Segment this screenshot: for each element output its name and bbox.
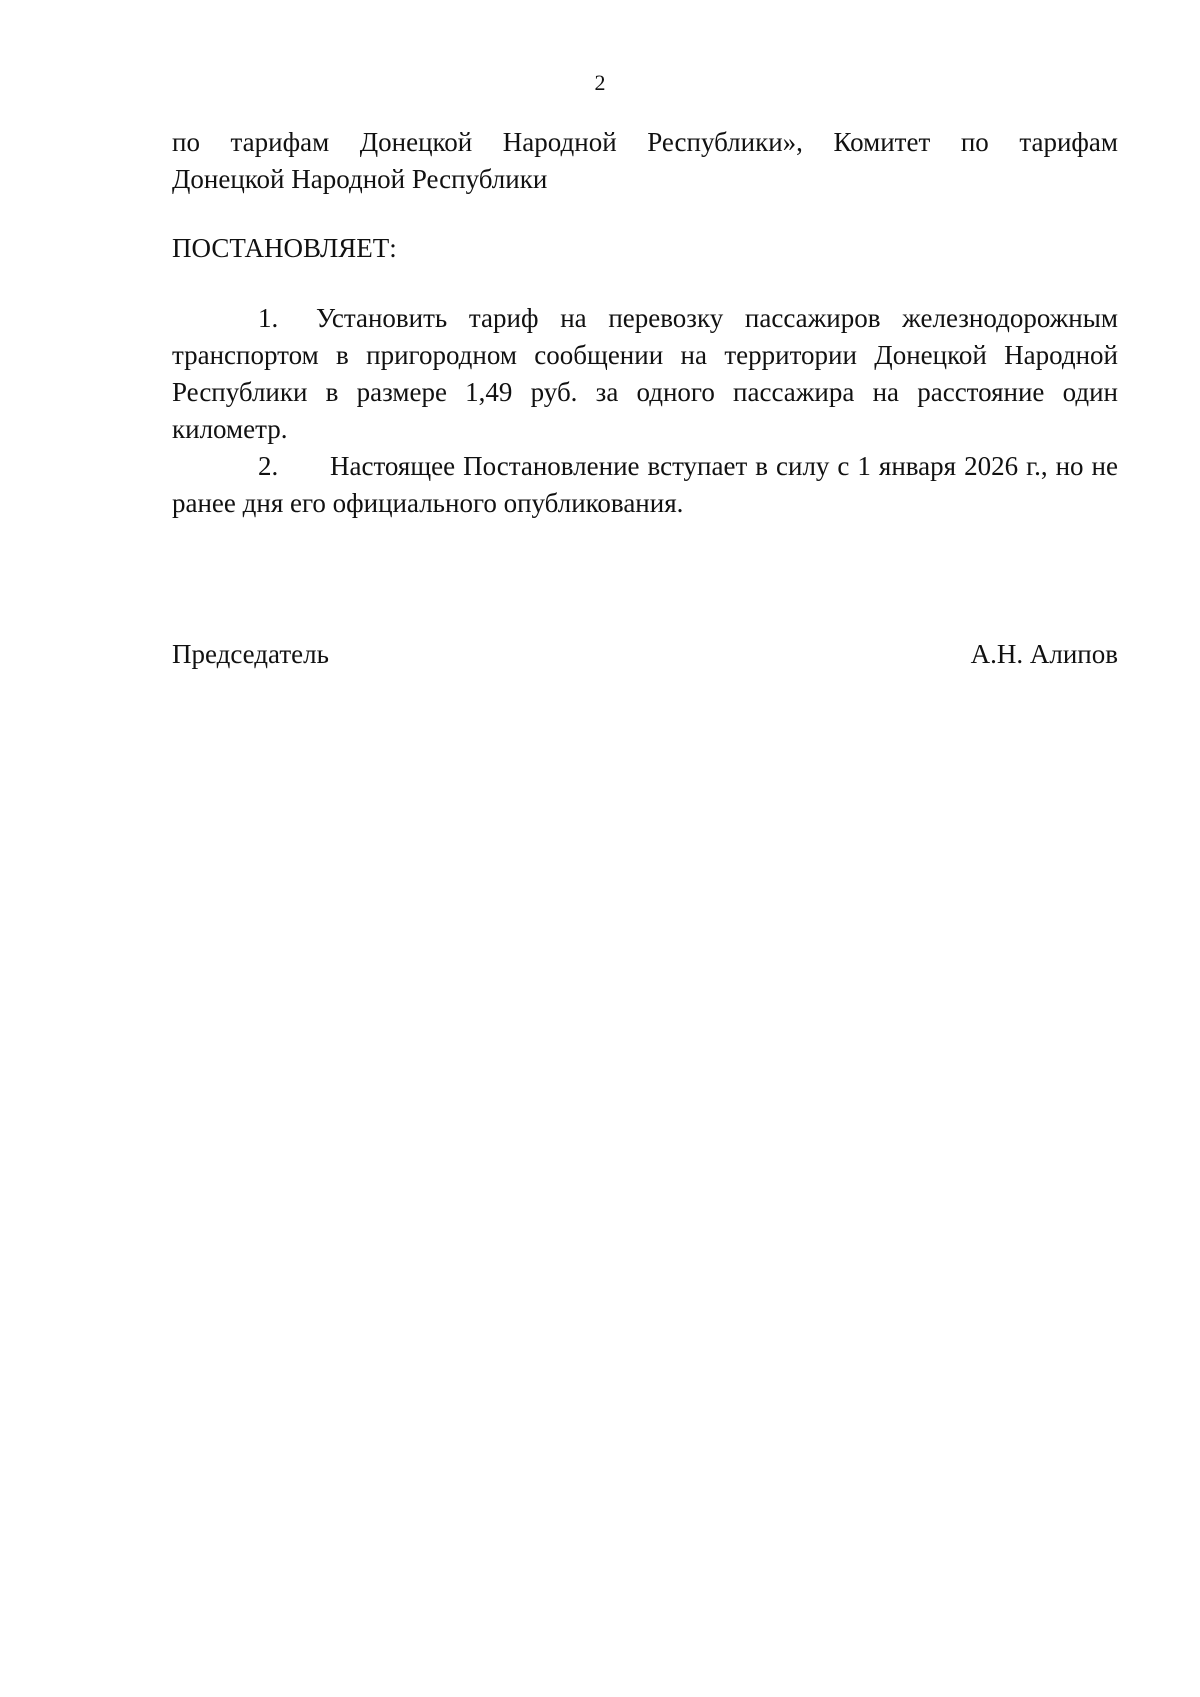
signatory-name: А.Н. Алипов — [970, 639, 1118, 669]
item-number: 2. — [258, 451, 279, 481]
decree-item-1 — [172, 300, 1118, 448]
item-text: Установить тариф на перевозку пассажиров железнодорожным транспортом в пригородном сообщении на территории Донецкой Народной Республики в размере 1,49 руб. за одного пассажира на расстояние один километр. — [172, 303, 1118, 444]
item-number: 1. — [258, 303, 279, 333]
intro-line-1: по тарифам Донецкой Народной Республики», Комитет по тарифам — [172, 127, 1118, 157]
item-text: Настоящее Постановление вступает в силу с 1 января 2026 г., но не ранее дня его официального опубликования. — [172, 451, 1118, 518]
page-number: 2 — [594, 70, 606, 95]
intro-line-2: Донецкой Народной Республики — [172, 164, 548, 194]
decree-heading: ПОСТАНОВЛЯЕТ: — [172, 233, 397, 263]
signature-block — [172, 636, 1118, 673]
signatory-title: Председатель — [172, 639, 329, 669]
decree-item-2 — [172, 448, 1118, 522]
